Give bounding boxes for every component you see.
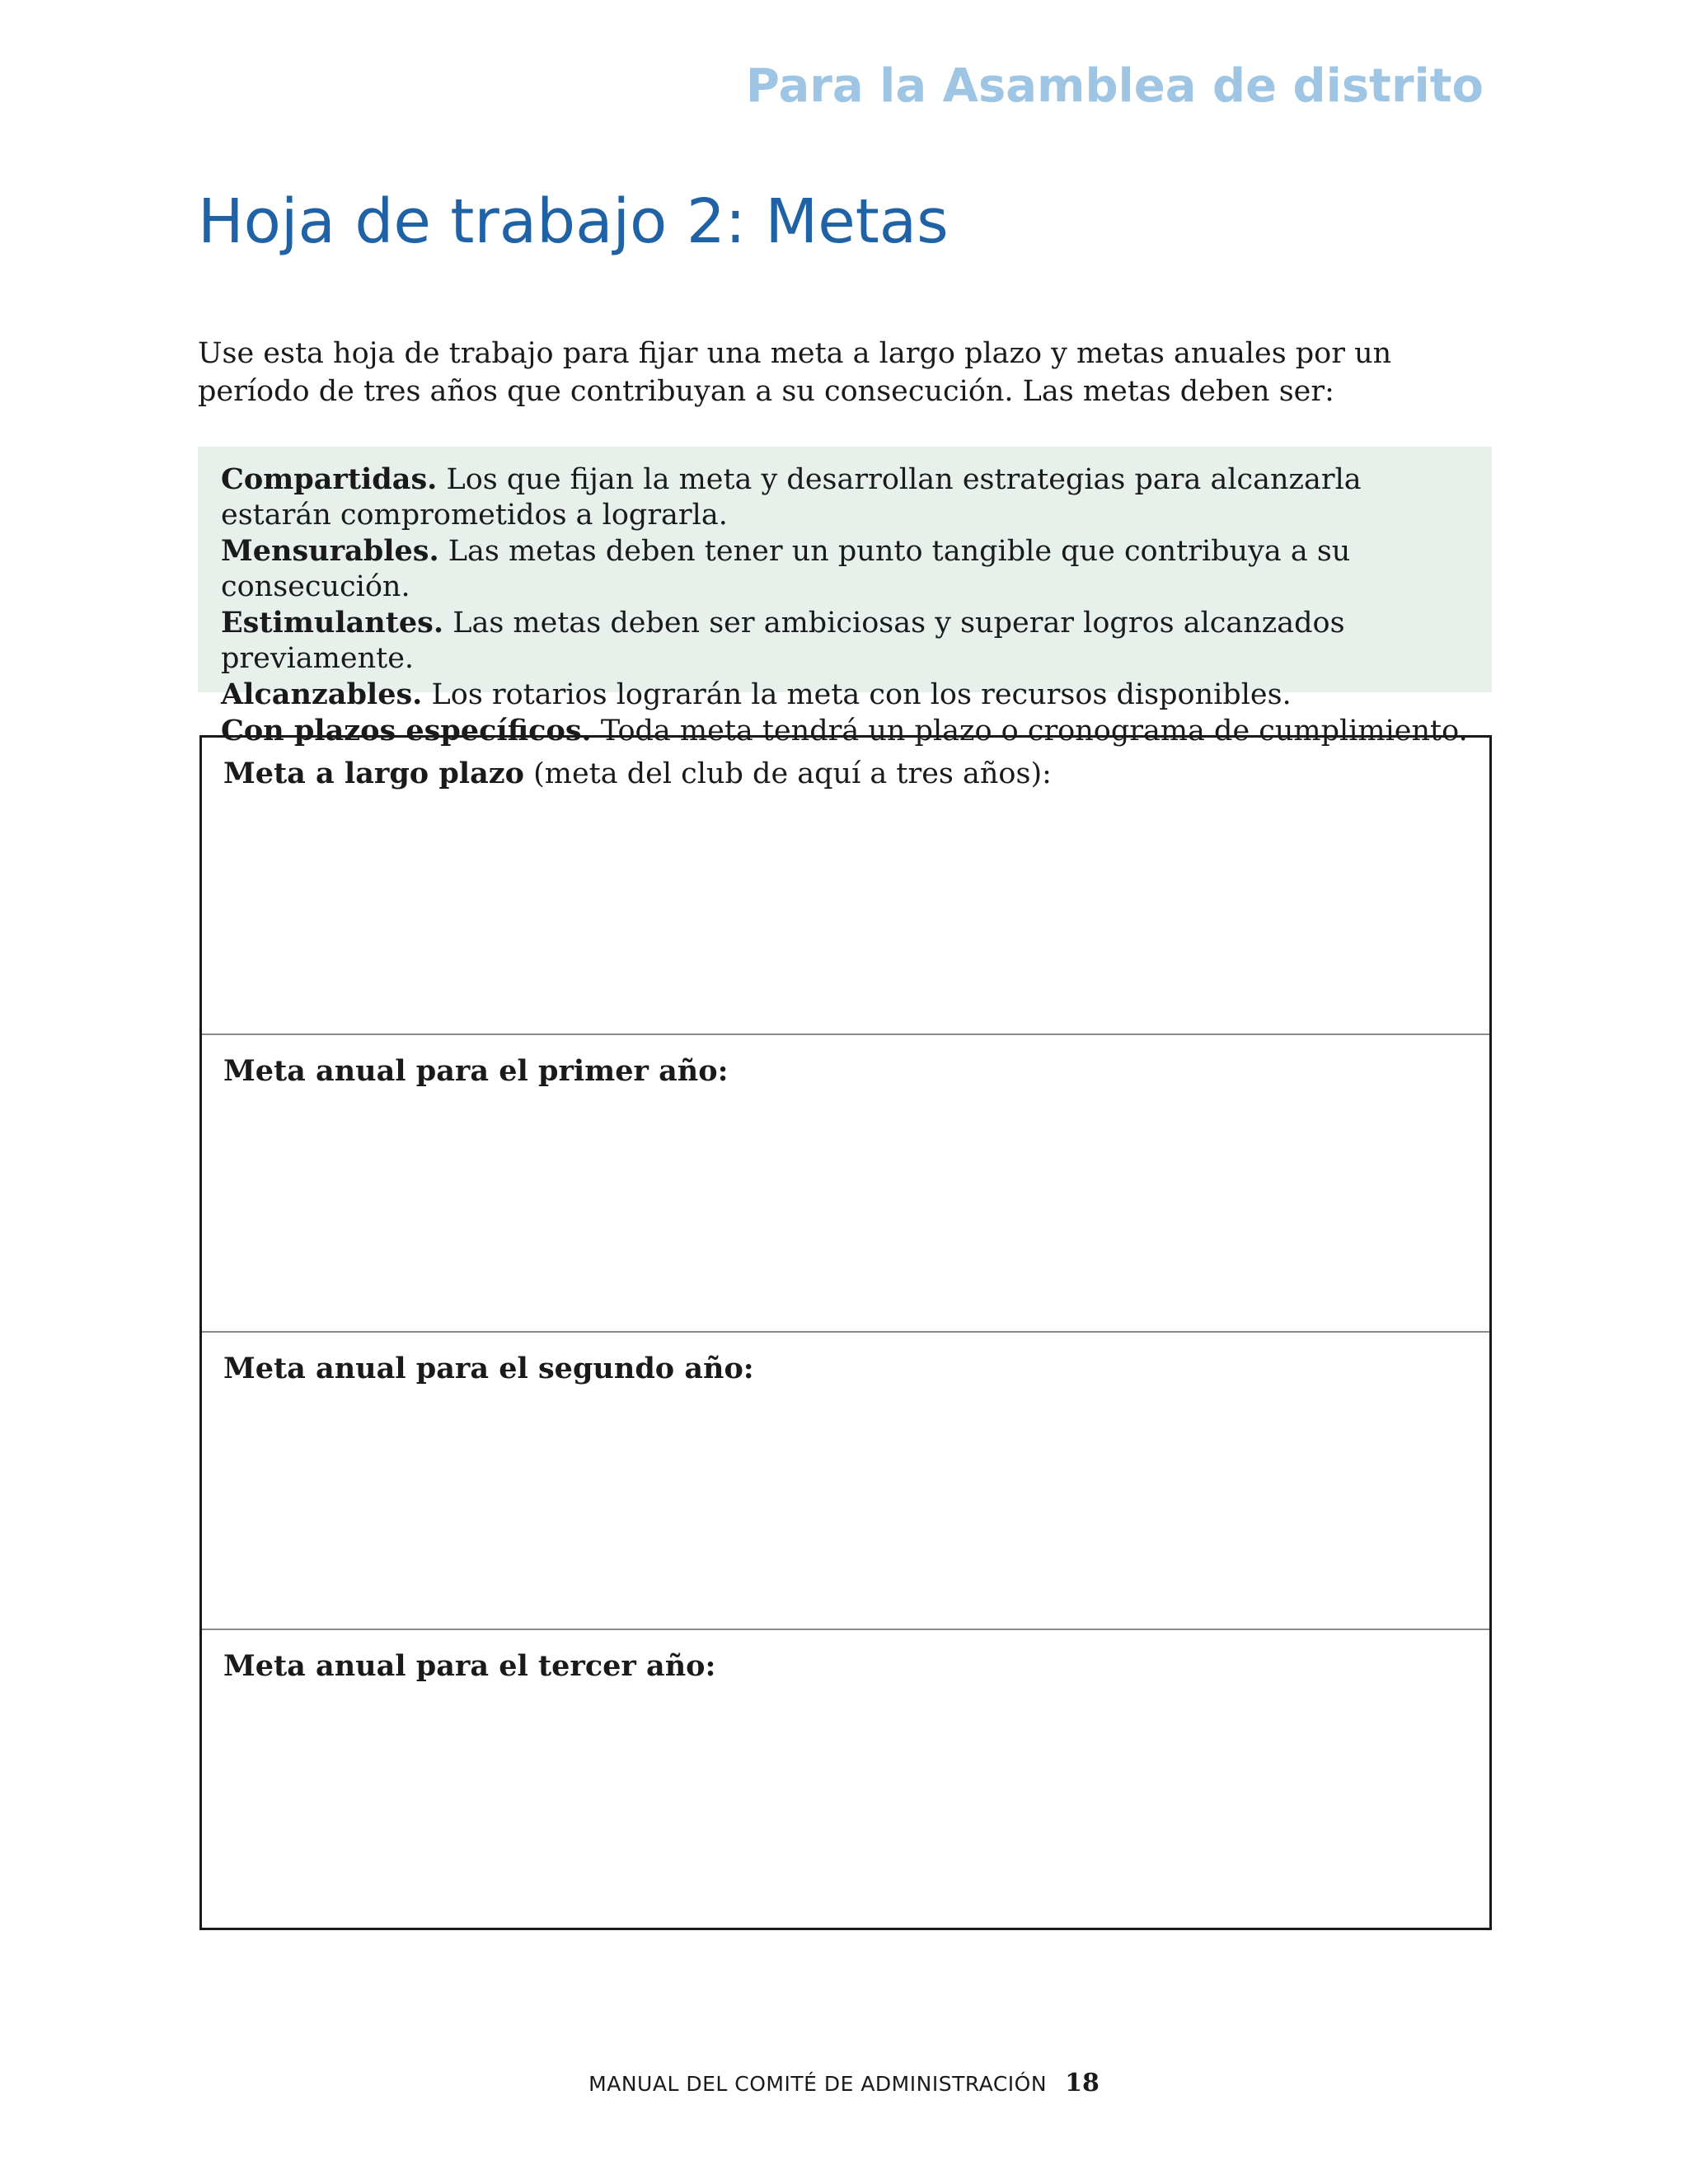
intro-paragraph: Use esta hoja de trabajo para fijar una meta a largo plazo y metas anuales por un período de tres años que contribuyan a su consecución. Las metas deben ser: (198, 337, 1392, 408)
long-term-goal-field[interactable] (202, 738, 1489, 1035)
page-footer (0, 2069, 1688, 2097)
criteria-term: Con plazos específicos. (221, 714, 592, 748)
criteria-item (221, 462, 1469, 533)
first-year-goal-field[interactable] (202, 1035, 1489, 1333)
goal-note: (meta del club de aquí a tres años): (524, 757, 1052, 790)
criteria-term: Estimulantes. (221, 606, 444, 640)
criteria-term: Mensurables. (221, 534, 439, 568)
second-year-goal-field[interactable] (202, 1333, 1489, 1630)
criteria-text: Toda meta tendrá un plazo o cronograma de cumplimiento. (591, 715, 1468, 748)
criteria-box (198, 447, 1492, 748)
section-header: Para la Asamblea de distrito (745, 59, 1484, 113)
criteria-text: Los que fijan la meta y desarrollan estrategias para alcanzarla estarán comprometidos a lograrla. (221, 463, 1362, 532)
third-year-goal-field[interactable] (202, 1630, 1489, 1928)
goal-label: Meta anual para el segundo año: (223, 1352, 754, 1385)
goal-label: Meta a largo plazo (223, 757, 524, 790)
criteria-term: Alcanzables. (221, 677, 423, 711)
criteria-text: Las metas deben tener un punto tangible que contribuya a su consecución. (221, 535, 1351, 603)
criteria-text: Las metas deben ser ambiciosas y superar logros alcanzados previamente. (221, 607, 1345, 675)
goal-label: Meta anual para el primer año: (223, 1054, 729, 1088)
page-title: Hoja de trabajo 2: Metas (198, 186, 949, 257)
criteria-term: Compartidas. (221, 462, 438, 496)
page-number: 18 (1065, 2069, 1100, 2097)
footer-manual-title: MANUAL DEL COMITÉ DE ADMINISTRACIÓN (588, 2072, 1048, 2096)
criteria-item (221, 677, 1469, 713)
criteria-item (221, 533, 1469, 605)
criteria-item (221, 605, 1469, 677)
goal-label: Meta anual para el tercer año: (223, 1649, 716, 1683)
criteria-text: Los rotarios lograrán la meta con los recursos disponibles. (422, 678, 1292, 711)
goals-worksheet-table (199, 735, 1492, 1930)
